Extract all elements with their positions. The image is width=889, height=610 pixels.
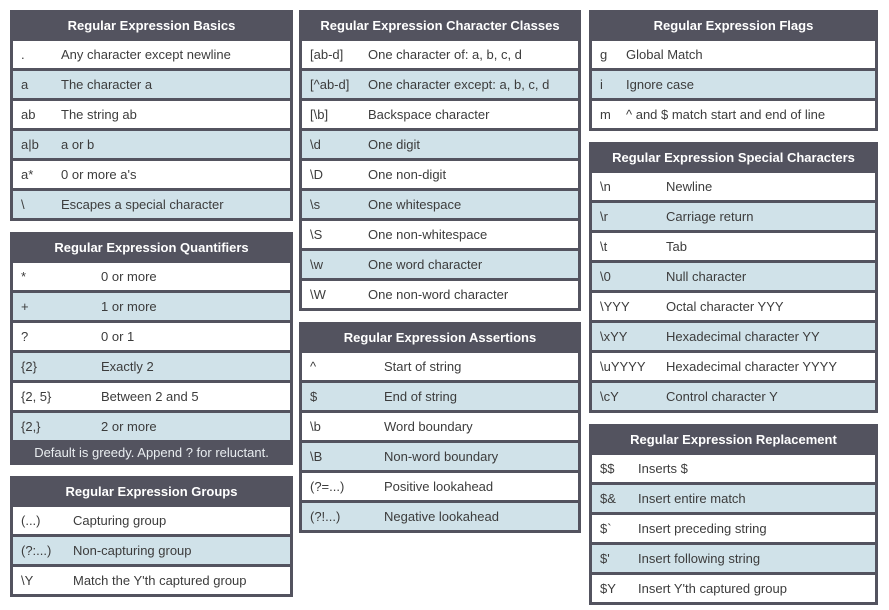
regex-description: One character except: a, b, c, d [368,77,550,92]
table-row [592,173,875,200]
regex-term: $& [600,491,616,506]
table-row [13,41,290,68]
character-classes-table [299,10,581,311]
quantifiers-table-footer [13,440,290,462]
regex-description: ^ and $ match start and end of line [626,107,826,122]
flags-table-header [592,13,875,38]
regex-description: Global Match [626,47,703,62]
regex-description: Any character except newline [61,47,231,62]
groups-table-body [13,507,290,594]
regex-description: Tab [666,239,687,254]
regex-description: One whitespace [368,197,462,212]
table-row [592,545,875,572]
regex-term: \B [310,449,323,464]
quantifiers-footer-note: Default is greedy. Append ? for reluctant. [34,445,269,460]
table-row [592,323,875,350]
table-row [13,537,290,564]
flags-table-title: Regular Expression Flags [653,18,814,33]
table-row [592,575,875,602]
regex-term: \d [310,137,321,152]
regex-term: \w [310,257,323,272]
table-row [13,507,290,534]
regex-term: a|b [21,137,39,152]
regex-description: The character a [61,77,153,92]
regex-term: \S [310,227,323,242]
table-row [302,101,578,128]
table-row [592,101,875,128]
table-row [13,161,290,188]
groups-table-header [13,479,290,504]
regex-term: {2,} [21,419,41,434]
table-row [302,131,578,158]
regex-term: ab [21,107,36,122]
replacement-table [589,424,878,605]
regex-term: a [21,77,29,92]
regex-description: Positive lookahead [384,479,494,494]
table-row [302,281,578,308]
regex-term: (?:...) [21,543,52,558]
regex-term: ^ [310,359,317,374]
table-row [592,485,875,512]
regex-term: $Y [600,581,616,596]
table-row [13,101,290,128]
regex-description: Insert entire match [638,491,746,506]
regex-description: Carriage return [666,209,754,224]
quantifiers-table-header [13,235,290,260]
regex-term: i [600,77,603,92]
regex-description: Insert following string [638,551,761,566]
regex-term: \YYY [600,299,630,314]
table-row [13,567,290,594]
regex-term: ? [21,329,29,344]
table-row [592,233,875,260]
regex-term: m [600,107,611,122]
table-row [302,161,578,188]
regex-description: 1 or more [101,299,157,314]
column-right [589,10,878,610]
regex-term: \W [310,287,326,302]
table-row [302,503,578,530]
table-row [592,353,875,380]
table-row [302,71,578,98]
regex-description: 0 or more a's [61,167,137,182]
special-characters-table [589,142,878,413]
groups-table [10,476,293,597]
regex-description: One non-word character [368,287,509,302]
regex-term: \0 [600,269,611,284]
character-classes-table-header [302,13,578,38]
regex-term: [\b] [310,107,329,122]
regex-term: \D [310,167,323,182]
regex-term: \n [600,179,611,194]
table-row [592,383,875,410]
regex-term: \xYY [600,329,628,344]
table-row [302,41,578,68]
regex-description: Null character [666,269,747,284]
regex-description: One non-whitespace [368,227,488,242]
assertions-table-header [302,325,578,350]
regex-term: [ab-d] [310,47,344,62]
table-row [13,353,290,380]
special-characters-table-header [592,145,875,170]
regex-description: Control character Y [666,389,778,404]
regex-description: The string ab [61,107,137,122]
table-row [302,383,578,410]
replacement-table-header [592,427,875,452]
character-classes-table-body [302,41,578,308]
regex-term: $$ [600,461,615,476]
flags-table-body [592,41,875,128]
assertions-table-title: Regular Expression Assertions [343,330,537,345]
regex-term: a* [21,167,34,182]
regex-term: $ [310,389,318,404]
regex-description: Insert preceding string [638,521,767,536]
regex-description: Word boundary [384,419,473,434]
table-row [13,191,290,218]
assertions-table-body [302,353,578,530]
table-row [302,251,578,278]
flags-table [589,10,878,131]
regex-description: Escapes a special character [61,197,224,212]
table-row [13,71,290,98]
regex-description: One character of: a, b, c, d [368,47,522,62]
regex-description: Match the Y'th captured group [73,573,247,588]
regex-term: $' [600,551,610,566]
regex-description: Non-word boundary [384,449,499,464]
regex-description: One non-digit [368,167,447,182]
regex-term: \t [600,239,608,254]
table-row [13,263,290,290]
regex-description: Inserts $ [638,461,688,476]
table-row [302,353,578,380]
regex-term: [^ab-d] [310,77,350,92]
regex-term: . [21,47,25,62]
special-characters-table-title: Regular Expression Special Characters [612,150,855,165]
regex-description: Exactly 2 [101,359,154,374]
regex-description: Non-capturing group [73,543,192,558]
regex-description: Between 2 and 5 [101,389,199,404]
regex-description: Start of string [384,359,462,374]
groups-table-title: Regular Expression Groups [65,484,238,499]
regex-term: \s [310,197,321,212]
table-row [592,263,875,290]
replacement-table-title: Regular Expression Replacement [630,432,837,447]
regex-description: Ignore case [626,77,694,92]
regex-term: \ [21,197,25,212]
regex-description: Newline [666,179,713,194]
regex-description: 2 or more [101,419,157,434]
regex-description: 0 or 1 [101,329,135,344]
table-row [592,203,875,230]
regex-description: One word character [368,257,483,272]
regex-description: Backspace character [368,107,490,122]
regex-term: \r [600,209,608,224]
regex-term: (?!...) [310,509,341,524]
regex-term: (?=...) [310,479,345,494]
table-row [592,41,875,68]
regex-term: \Y [21,573,34,588]
regex-term: \cY [600,389,619,404]
regex-term: * [21,269,27,284]
quantifiers-table-title: Regular Expression Quantifiers [54,240,249,255]
regex-term: \b [310,419,321,434]
regex-term: + [21,299,29,314]
table-row [302,443,578,470]
table-row [302,191,578,218]
table-row [592,71,875,98]
regex-description: End of string [384,389,457,404]
regex-description: Insert Y'th captured group [638,581,787,596]
table-row [592,455,875,482]
table-row [13,293,290,320]
quantifiers-table [10,232,293,465]
basics-table-header [13,13,290,38]
regex-description: Negative lookahead [384,509,499,524]
regex-term: {2} [21,359,37,374]
column-middle [299,10,581,610]
regex-description: One digit [368,137,421,152]
regex-term: \uYYYY [600,359,646,374]
quantifiers-table-body [13,263,290,440]
basics-table-body [13,41,290,218]
regex-description: Capturing group [73,513,167,528]
table-row [13,413,290,440]
regex-description: Hexadecimal character YYYY [666,359,838,374]
character-classes-table-title: Regular Expression Character Classes [320,18,560,33]
regex-description: Hexadecimal character YY [666,329,820,344]
regex-term: (...) [21,513,41,528]
regex-description: 0 or more [101,269,157,284]
table-row [302,221,578,248]
regex-term: {2, 5} [21,389,52,404]
column-left [10,10,293,610]
regex-description: Octal character YYY [666,299,784,314]
table-row [592,515,875,542]
assertions-table [299,322,581,533]
regex-description: a or b [61,137,95,152]
table-row [302,473,578,500]
basics-table [10,10,293,221]
table-row [13,383,290,410]
regex-term: $` [600,521,612,536]
regex-term: g [600,47,608,62]
basics-table-title: Regular Expression Basics [67,18,236,33]
table-row [13,323,290,350]
table-row [302,413,578,440]
replacement-table-body [592,455,875,602]
table-row [592,293,875,320]
table-row [13,131,290,158]
special-characters-table-body [592,173,875,410]
